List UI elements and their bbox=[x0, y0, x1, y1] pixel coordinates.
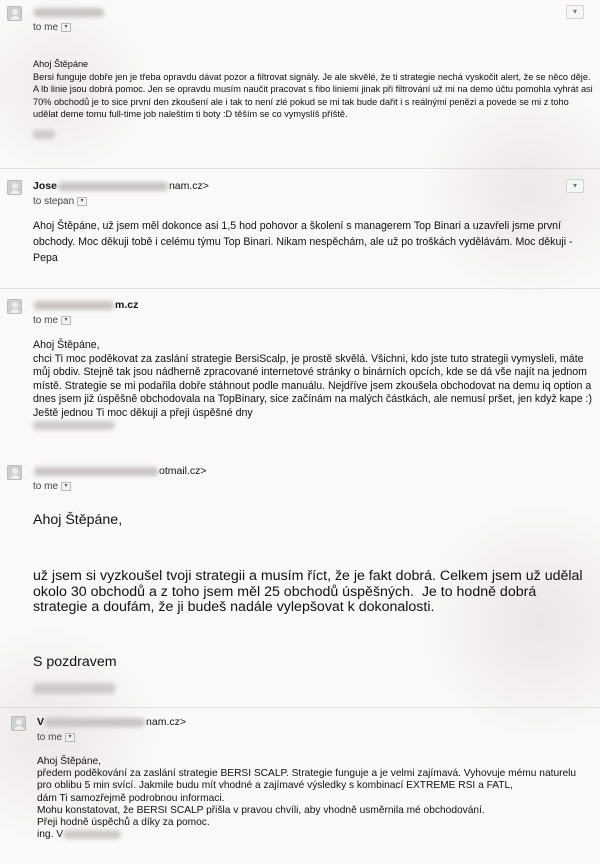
message-text: Ahoj Štěpáne, už jsem měl dokonce asi 1,5 hod pohovor a školení s managerem Top Binari a uzavřeli jsme první obchody. Moc děkuji tobě i celému týmu Top Binari. Nikam nespěchám, ale už po troškách vydělávám. Moc děkuji - Pepa bbox=[33, 220, 576, 264]
sender-name: V nam.cz> bbox=[37, 716, 186, 728]
sender-name: otmail.cz> bbox=[33, 465, 207, 477]
divider bbox=[0, 168, 600, 169]
divider bbox=[0, 707, 600, 708]
recipient-line[interactable]: to me ▾ bbox=[33, 481, 71, 492]
avatar bbox=[7, 6, 22, 21]
signature-redacted bbox=[33, 421, 115, 430]
sender-name bbox=[33, 6, 105, 18]
greeting: Ahoj Štěpáne, bbox=[33, 339, 100, 351]
message-text: chci Ti moc poděkovat za zaslání strategie BersiScalp, je prostě skvělá. Všichni, kdo jste tuto strategii vymysleli, máte můj obdiv. Stejně tak jsou nádherně zpracované internetové stránky o binárních opcích, kde se dá vše najít na jednom místě. Strategie se mi podařila dobře stáhnout podle manuálu. Nejdříve jsem zkoušela obchodovat na demu iq option a dnes jsem již úspěšně obchodovala na TopBinary, sice začínám na malých částkách, ale nemusí pršet, jen když kape :) bbox=[33, 352, 595, 406]
email-3-body bbox=[33, 339, 595, 434]
email-3-header bbox=[0, 297, 600, 326]
signature-redacted bbox=[33, 130, 55, 139]
avatar bbox=[11, 716, 26, 731]
recipient-line[interactable]: to stepan ▾ bbox=[33, 196, 87, 207]
dropdown-icon[interactable]: ▾ bbox=[61, 23, 71, 32]
more-options-button[interactable]: ▾ bbox=[566, 179, 584, 193]
signature-redacted bbox=[63, 830, 121, 839]
recipient-line[interactable]: to me ▾ bbox=[33, 22, 71, 33]
greeting: Ahoj Štěpáne, bbox=[37, 756, 102, 767]
dropdown-icon[interactable]: ▾ bbox=[77, 197, 87, 206]
email-5-body bbox=[37, 756, 577, 841]
sender-name: Jose nam.cz> bbox=[33, 180, 209, 192]
sender-name: m.cz bbox=[33, 299, 138, 311]
recipient-line[interactable]: to me ▾ bbox=[33, 315, 71, 326]
dropdown-icon[interactable]: ▾ bbox=[65, 733, 75, 742]
divider bbox=[0, 288, 600, 289]
avatar bbox=[7, 180, 22, 195]
signature-redacted bbox=[33, 683, 115, 694]
greeting: Ahoj Štěpáne, bbox=[33, 512, 123, 528]
avatar bbox=[7, 465, 22, 480]
dropdown-icon[interactable]: ▾ bbox=[61, 482, 71, 491]
message-line: Přeji hodně úspěchů a díky za pomoc. bbox=[37, 817, 210, 829]
message-text: už jsem si vyzkoušel tvoji strategii a musím říct, že je fakt dobrá. Celkem jsem už udělal okolo 30 obchodů a z toho jsem měl 25 obchodů úspěšných. Je to hodně dobrá strategie a doufám, že ji budeš nadále vylepšovat k dokonalosti. bbox=[33, 567, 587, 616]
message-text: Bersi funguje dobře jen je třeba opravdu dávat pozor a filtrovat signály. Je ale skvělé, že ti strategie nechá vyskočit alert, že se něco děje. A lb linie jsou dobrá pomoc. Jen se opravdu musím naučit pracovat s fibo liniemi jinak při filtrování už mi na demo účtu pomohla vyhrát asi 70% obchodů je to sice první den zkoušení ale i tak to není zlé pokud se mi tak bude dařit i s reálnými penězi a povede se mi z toho udělat deme tomu full-time job naleštím ti boty :D těším se co vymyslíš příště. bbox=[33, 71, 596, 119]
avatar bbox=[7, 299, 22, 314]
email-5-header bbox=[0, 714, 600, 743]
more-options-button[interactable]: ▾ bbox=[566, 5, 584, 19]
dropdown-icon[interactable]: ▾ bbox=[61, 316, 71, 325]
greeting: Ahoj Štěpáne bbox=[33, 59, 89, 69]
closing: Ještě jednou Ti moc děkuji a přeji úspěšné dny bbox=[33, 406, 253, 419]
email-1-body bbox=[33, 58, 596, 142]
message-line: Mohu konstatovat, že BERSI SCALP přišla v pravou chvíli, aby vhodně usměrnila mé obchodování. bbox=[37, 804, 485, 816]
email-2-header bbox=[0, 178, 600, 207]
email-4-header bbox=[0, 463, 600, 492]
message-line: dám Ti samozřejmě podrobnou informaci. bbox=[37, 792, 225, 804]
email-1-header bbox=[0, 4, 600, 33]
closing: S pozdravem bbox=[33, 654, 117, 671]
email-2-body bbox=[33, 218, 595, 266]
signature: ing. V bbox=[37, 829, 577, 841]
message-text: předem poděkování za zaslání strategie BERSI SCALP. Strategie funguje a je velmi zajímavá. Vyhovuje mému naturelu pro oblibu 5 min svící. Jakmile budu mít vhodné a zajímavé výsledky s kombinací EXTREME RSI a FATL, bbox=[37, 768, 579, 792]
email-4-body bbox=[33, 513, 593, 699]
recipient-line[interactable]: to me ▾ bbox=[37, 732, 75, 743]
